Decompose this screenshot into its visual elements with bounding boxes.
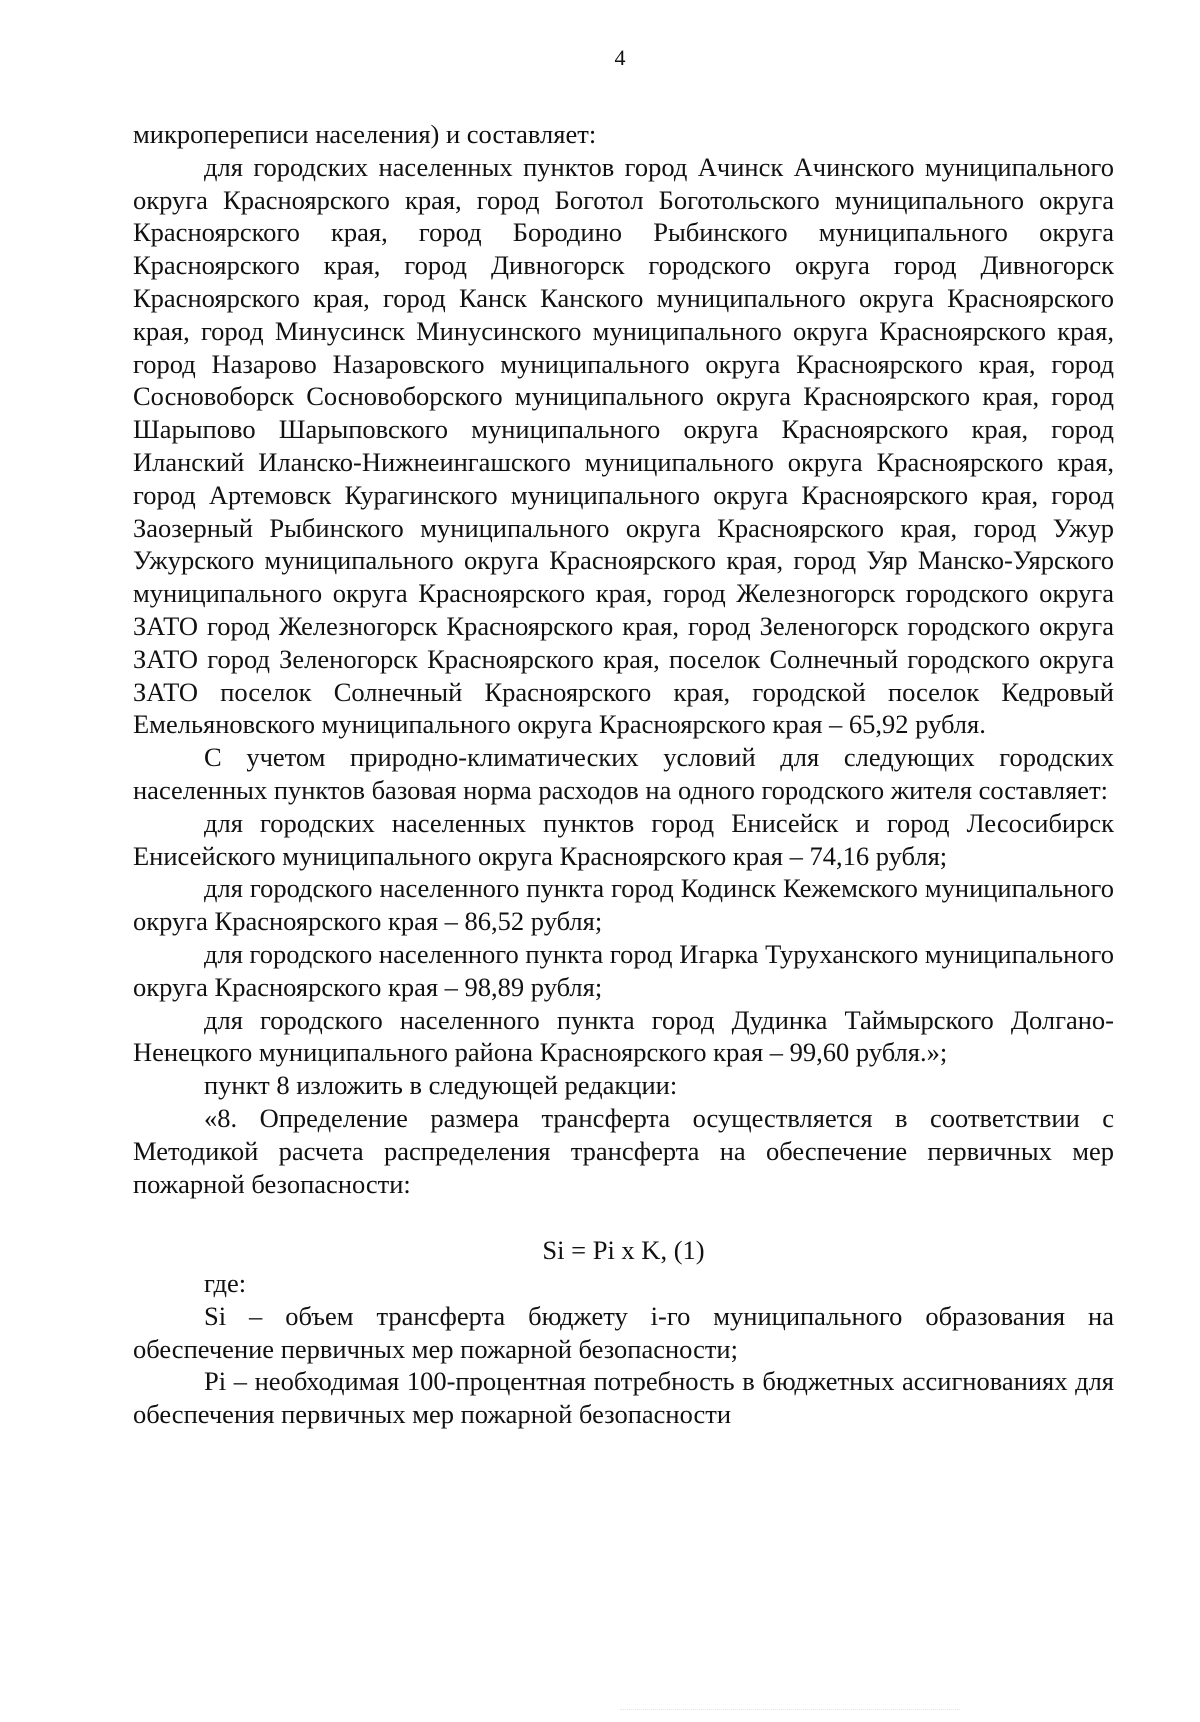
paragraph-dudinka: для городского населенного пункта город Дудинка Таймырского Долгано-Ненецкого муниципального района Красноярского края – 99,60 рубля.»;	[133, 1004, 1114, 1068]
scan-footer-artifact	[620, 1709, 960, 1716]
paragraph-climate-conditions: С учетом природно-климатических условий для следующих городских населенных пунктов базовая норма расходов на одного городского жителя составляет:	[133, 742, 1114, 805]
document-body	[133, 118, 1114, 1431]
paragraph-where: где:	[204, 1268, 247, 1299]
formula: Si = Pi x K, (1)	[542, 1235, 705, 1266]
paragraph-kodinsk: для городского населенного пункта город Кодинск Кежемского муниципального округа Красноярского края – 86,52 рубля;	[133, 873, 1114, 937]
page-number: 4	[614, 45, 626, 70]
paragraph-igarka: для городского населенного пункта город Игарка Туруханского муниципального округа Красноярского края – 98,89 рубля;	[133, 938, 1114, 1002]
paragraph-definition-pi: Pi – необходимая 100-процентная потребность в бюджетных ассигнованиях для обеспечения первичных мер пожарной безопасности	[133, 1366, 1114, 1430]
paragraph-urban-settlements-list: для городских населенных пунктов город Ачинск Ачинского муниципального округа Красноярского края, город Боготол Боготольского муниципального округа Красноярского края, город Бородино Рыбинского муниципального округа Красноярского края, город Дивногорск городского округа город Дивногорск Красноярского края, город Канск Канского муниципального округа Красноярского края, город Минусинск Минусинского муниципального округа Красноярского края, город Назарово Назаровского муниципального округа Красноярского края, город Сосновоборск Сосновоборского муниципального округа Красноярского края, город Шарыпово Шарыповского муниципального округа Красноярского края, город Иланский Иланско-Нижнеингашского муниципального округа Красноярского края, город Артемовск Курагинского муниципального округа Красноярского края, город Заозерный Рыбинского муниципального округа Красноярского края, город Ужур Ужурского муниципального округа Красноярского края, город Уяр Манско-Уярского муниципального округа Красноярского края, город Железногорск городского округа ЗАТО город Железногорск Красноярского края, город Зеленогорск городского округа ЗАТО город Зеленогорск Красноярского края, поселок Солнечный городского округа ЗАТО поселок Солнечный Красноярского края, городской поселок Кедровый Емельяновского муниципального округа Красноярского края – 65,92 рубля.	[133, 151, 1114, 740]
paragraph-item-8-intro: пункт 8 изложить в следующей редакции:	[204, 1070, 678, 1101]
paragraph-item-8: «8. Определение размера трансферта осуществляется в соответствии с Методикой расчета распределения трансферта на обеспечение первичных мер пожарной безопасности:	[133, 1102, 1114, 1199]
paragraph-intro: микропереписи населения) и составляет:	[133, 119, 597, 149]
paragraph-yeniseysk-lesosibirsk: для городских населенных пунктов город Енисейск и город Лесосибирск Енисейского муниципального округа Красноярского края – 74,16 рубля;	[133, 807, 1114, 871]
paragraph-definition-si: Si – объем трансферта бюджету i-го муниципального образования на обеспечение первичных мер пожарной безопасности;	[133, 1300, 1114, 1364]
